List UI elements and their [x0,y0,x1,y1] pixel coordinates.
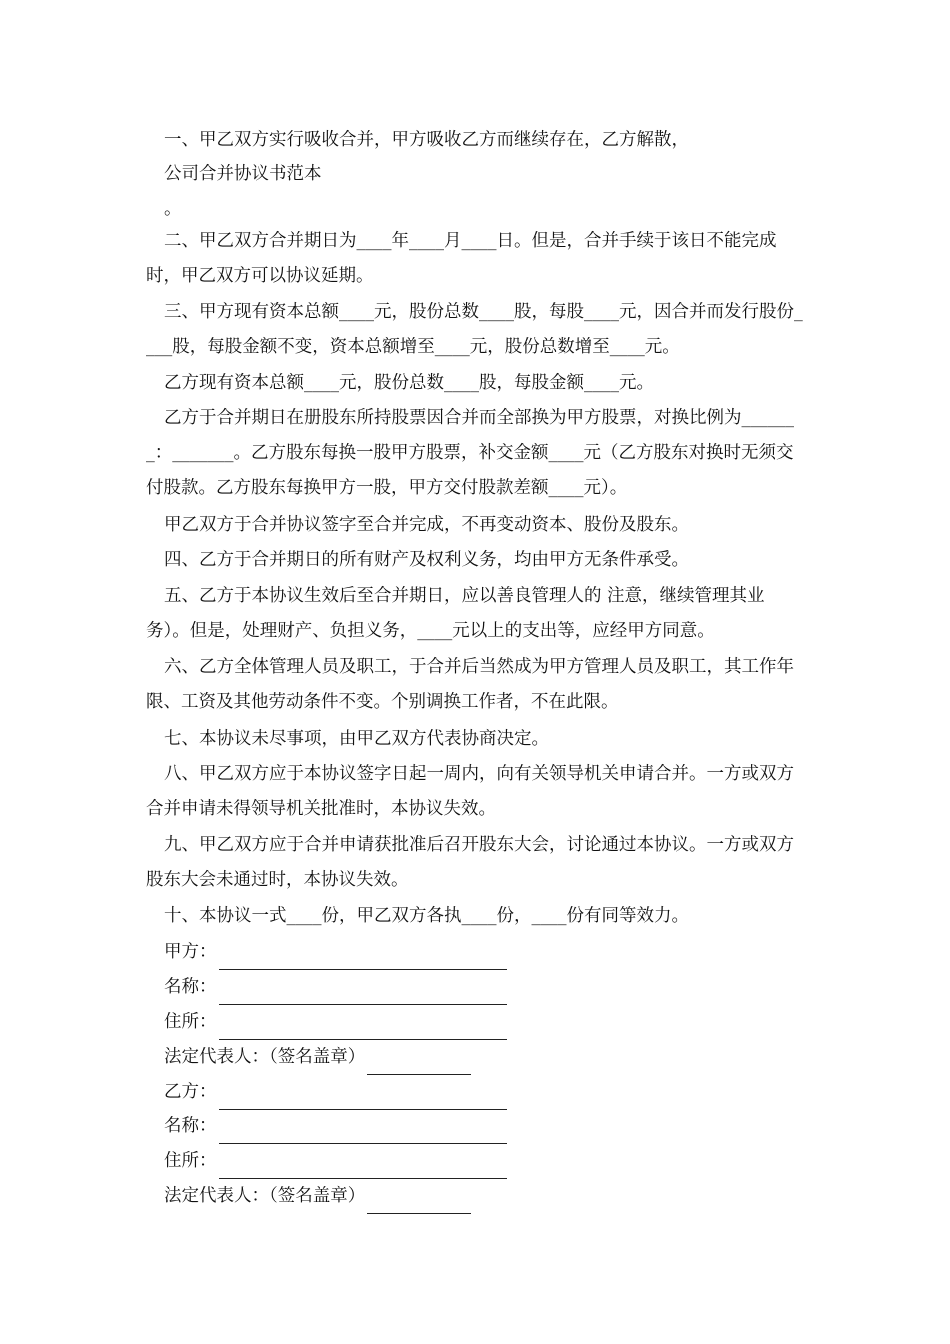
party-a-address-blank[interactable] [219,1015,507,1040]
clause-7: 七、本协议未尽事项，由甲乙双方代表协商决定。 [164,729,549,749]
party-a-address-label: 住所： [164,1012,217,1032]
clause-3-share-exchange: 乙方于合并期日在册股东所持股票因合并而全部换为甲方股票，对换比例为_______：_______。乙方股东每换一股甲方股票，补交金额____元（乙方股东对换时无须交付股款。乙方股东每换甲方一股，甲方交付股款差额____元）。 [146,408,794,498]
party-a-name-label: 名称： [164,977,217,997]
party-b-name-label: 名称： [164,1116,217,1136]
clause-3-no-change: 甲乙双方于合并协议签字至合并完成，不再变动资本、股份及股东。 [164,515,689,535]
party-a-name-blank[interactable] [219,980,507,1005]
clause-2: 二、甲乙双方合并期日为____年____月____日。但是，合并手续于该日不能完成时，甲乙双方可以协议延期。 [146,231,777,286]
party-b-name-row [164,1109,507,1144]
party-a-address-row [164,1005,507,1040]
party-a-rep-row [164,1040,471,1075]
clause-9: 九、甲乙双方应于合并申请获批准后召开股东大会，讨论通过本协议。一方或双方股东大会未通过时，本协议失效。 [146,835,794,890]
clause-1: 一、甲乙双方实行吸收合并，甲方吸收乙方而继续存在，乙方解散， [164,130,689,150]
clause-3-party-b-capital: 乙方现有资本总额____元，股份总数____股，每股金额____元。 [164,373,654,393]
party-b-address-row [164,1144,507,1179]
party-b-rep-label: 法定代表人：（签名盖章） [164,1186,366,1206]
party-b-address-blank[interactable] [219,1154,507,1179]
party-b-rep-row [164,1179,471,1214]
clause-5: 五、乙方于本协议生效后至合并期日，应以善良管理人的 注意，继续管理其业务）。但是，处理财产、负担义务，____元以上的支出等，应经甲方同意。 [146,586,765,641]
document-title: 公司合并协议书范本 [164,164,322,184]
party-b-name-blank[interactable] [219,1119,507,1144]
party-a-name-row [164,970,507,1005]
clause-10: 十、本协议一式____份，甲乙双方各执____份，____份有同等效力。 [164,906,689,926]
clause-1-end: 。 [164,199,182,219]
party-a-rep-label: 法定代表人：（签名盖章） [164,1047,366,1067]
party-b-label: 乙方： [164,1082,217,1102]
party-b-rep-blank[interactable] [367,1189,471,1214]
clause-6: 六、乙方全体管理人员及职工，于合并后当然成为甲方管理人员及职工，其工作年限、工资及其他劳动条件不变。个别调换工作者，不在此限。 [146,657,794,712]
clause-4: 四、乙方于合并期日的所有财产及权利义务，均由甲方无条件承受。 [164,550,689,570]
party-b-address-label: 住所： [164,1151,217,1171]
party-a-row [164,935,507,970]
party-b-row [164,1075,507,1110]
party-b-blank[interactable] [219,1085,507,1110]
clause-8: 八、甲乙双方应于本协议签字日起一周内，向有关领导机关申请合并。一方或双方合并申请未得领导机关批准时，本协议失效。 [146,764,794,819]
party-a-blank[interactable] [219,945,507,970]
party-a-label: 甲方： [164,942,217,962]
clause-3: 三、甲方现有资本总额____元，股份总数____股，每股____元，因合并而发行股份____股，每股金额不变，资本总额增至____元，股份总数增至____元。 [146,302,803,357]
party-a-rep-blank[interactable] [367,1050,471,1075]
